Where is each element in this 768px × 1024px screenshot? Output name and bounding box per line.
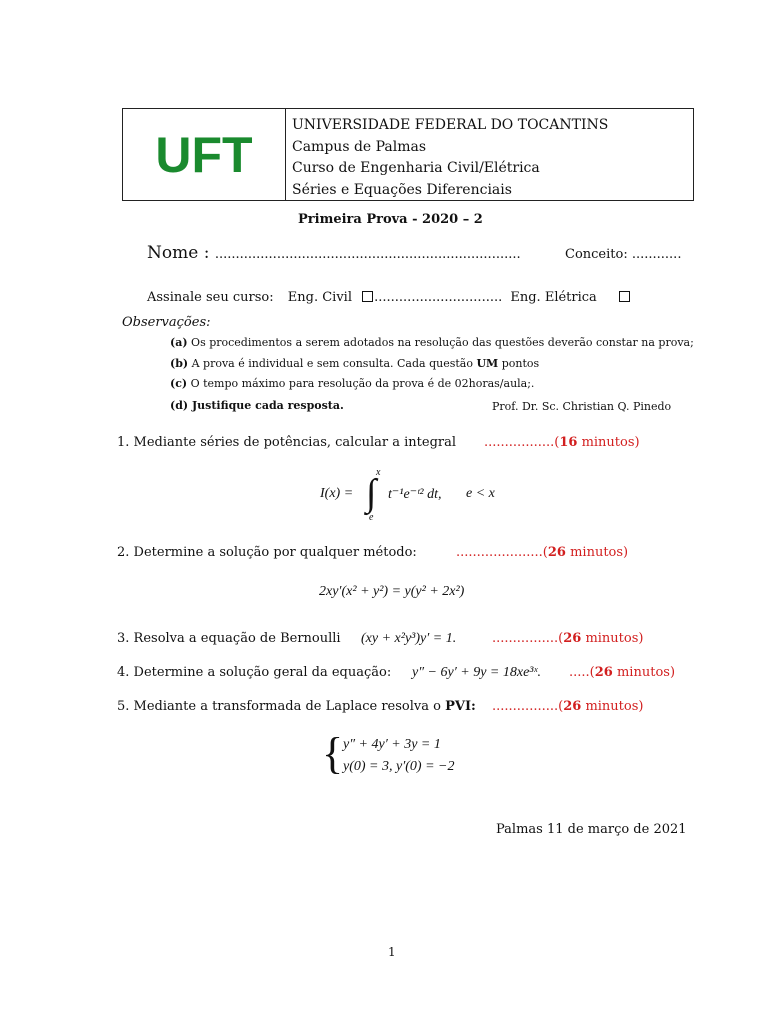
question-5-time: ................(26 minutos) [492, 699, 644, 714]
time-dots: ................ [492, 699, 559, 714]
observation-c [170, 377, 534, 390]
question-text: Mediante a transformada de Laplace resolva o [133, 699, 441, 714]
question-1 [117, 435, 456, 450]
grade-field[interactable] [565, 247, 681, 262]
question-2 [117, 545, 417, 560]
question-4-time: .....(26 minutos) [569, 665, 676, 680]
header-box [122, 108, 694, 201]
q1-upper-limit: x [376, 467, 381, 478]
q3-equation: (xy + x²y³)y′ = 1. [361, 631, 457, 646]
time-minutes: 26 [594, 665, 613, 680]
q2-equation: 2xy′(x² + y²) = y(y² + 2x²) [319, 584, 465, 599]
campus-name: Campus de Palmas [292, 138, 427, 155]
course-select-label: Assinale seu curso: [147, 290, 274, 305]
question-number: 1. [117, 435, 130, 450]
time-unit: minutos [616, 665, 670, 680]
name-dots: .......................................................................... [214, 247, 521, 262]
place-date: Palmas 11 de março de 2021 [496, 822, 687, 837]
time-unit: minutos [585, 699, 639, 714]
subject-name: Séries e Equações Diferenciais [292, 181, 512, 198]
name-label: Nome : [147, 243, 210, 263]
checkbox-civil[interactable] [362, 291, 373, 302]
observation-a [170, 336, 694, 349]
q1-lhs: I(x) = [320, 486, 354, 501]
question-text: Determine a solução por qualquer método: [133, 545, 417, 560]
integral-sign: ∫ [366, 472, 377, 514]
question-bold: PVI: [445, 699, 476, 714]
uft-logo [123, 109, 286, 200]
observation-marker: (d) [170, 399, 189, 412]
page-number: 1 [388, 945, 396, 959]
time-dots: ..... [569, 665, 590, 680]
time-minutes: 26 [563, 699, 582, 714]
q4-equation: y″ − 6y′ + 9y = 18xe³ˣ. [412, 665, 541, 680]
question-text: Determine a solução geral da equação: [133, 665, 392, 680]
time-unit: minutos [581, 435, 635, 450]
time-minutes: 26 [547, 545, 566, 560]
option-eletrica-label: Eng. Elétrica [510, 290, 597, 305]
time-unit: minutos [570, 545, 624, 560]
observation-b [170, 357, 539, 370]
q1-lower-limit: e [369, 512, 374, 523]
observation-text: Os procedimentos a serem adotados na resolução das questões deverão constar na prova; [191, 336, 694, 349]
time-unit: minutos [585, 631, 639, 646]
question-1-time: .................(16 minutos) [484, 435, 640, 450]
option-civil-label: Eng. Civil [287, 290, 352, 305]
university-name: UNIVERSIDADE FEDERAL DO TOCANTINS [292, 117, 609, 133]
question-text: Resolva a equação de Bernoulli [133, 631, 341, 646]
observation-text: Justifique cada resposta. [191, 399, 344, 412]
time-dots: ..................... [456, 545, 543, 560]
time-dots: ................ [492, 631, 559, 646]
professor-name: Prof. Dr. Sc. Christian Q. Pinedo [492, 400, 672, 413]
grade-label: Conceito: [565, 247, 628, 262]
observation-d [170, 399, 344, 412]
observation-marker: (c) [170, 377, 188, 390]
system-brace: { [322, 729, 344, 778]
course-dots: ............................... [374, 290, 503, 305]
time-minutes: 26 [563, 631, 582, 646]
logo-text: UFT [154, 131, 253, 178]
time-dots: ................. [484, 435, 555, 450]
grade-dots: ............ [631, 247, 682, 262]
observation-text: A prova é individual e sem consulta. Cada questão [191, 357, 473, 370]
checkbox-eletrica[interactable] [619, 291, 630, 302]
question-text: Mediante séries de potências, calcular a integral [133, 435, 457, 450]
q1-integrand: t⁻¹e⁻ᵗ² dt, [388, 487, 442, 502]
header-info [292, 115, 608, 201]
question-5 [117, 699, 476, 714]
observation-text: pontos [501, 357, 540, 370]
course-select-row [147, 290, 631, 305]
question-number: 2. [117, 545, 130, 560]
q5-equation-2: y(0) = 3, y′(0) = −2 [343, 759, 455, 774]
observation-text: O tempo máximo para resolução da prova é de 02horas/aula;. [190, 377, 535, 390]
question-3-time: ................(26 minutos) [492, 631, 644, 646]
question-number: 4. [117, 665, 130, 680]
observation-bold: UM [476, 357, 499, 370]
question-4 [117, 665, 391, 680]
q5-equation-1: y″ + 4y′ + 3y = 1 [343, 737, 441, 752]
question-number: 3. [117, 631, 130, 646]
time-minutes: 16 [559, 435, 578, 450]
exam-title: Primeira Prova - 2020 – 2 [298, 212, 483, 227]
course-name: Curso de Engenharia Civil/Elétrica [292, 160, 540, 176]
observation-marker: (a) [170, 336, 188, 349]
q1-condition: e < x [466, 486, 495, 501]
question-3 [117, 631, 341, 646]
name-field[interactable] [147, 243, 521, 263]
question-2-time: .....................(26 minutos) [456, 545, 629, 560]
observation-marker: (b) [170, 357, 189, 370]
observations-title: Observações: [122, 315, 211, 330]
question-number: 5. [117, 699, 130, 714]
